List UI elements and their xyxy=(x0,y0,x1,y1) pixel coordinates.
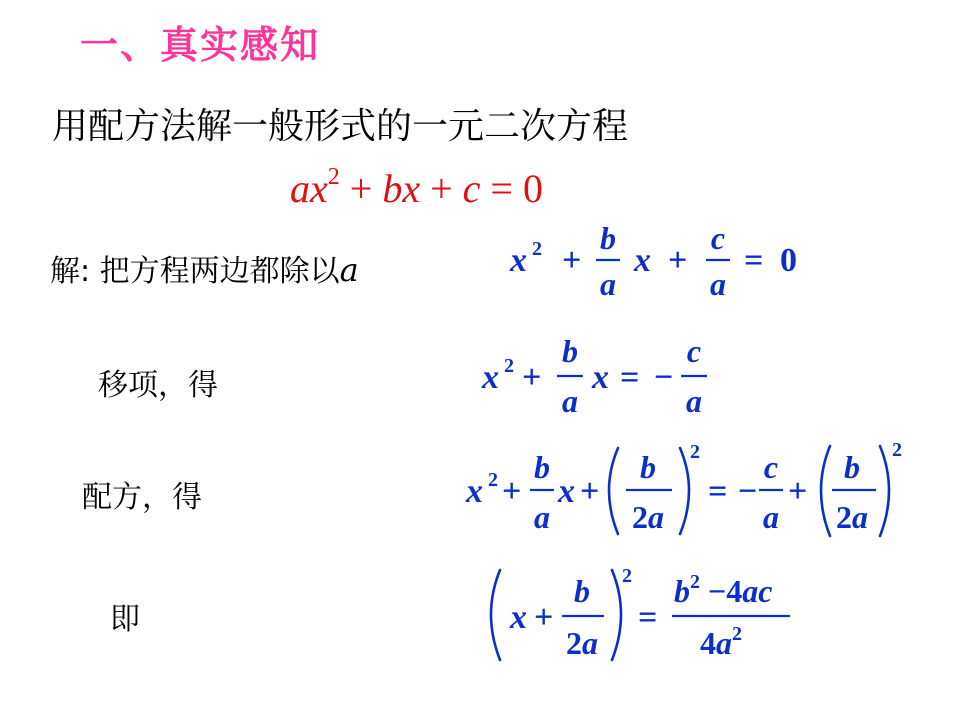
svg-text:a: a xyxy=(600,266,616,302)
svg-text:2: 2 xyxy=(690,441,700,463)
svg-text:2: 2 xyxy=(622,565,632,587)
svg-text:4a2: $4a^2$ xyxy=(700,623,742,661)
svg-text:2a: 2a xyxy=(836,499,868,535)
svg-text:=: = xyxy=(708,473,728,510)
svg-text:+: + xyxy=(522,359,542,396)
step-move-label: 移项，得 xyxy=(98,368,218,403)
svg-text:2a: 2a xyxy=(632,499,664,535)
step-result-label: 即 xyxy=(110,602,140,637)
svg-text:+: + xyxy=(580,473,600,510)
svg-text:+: + xyxy=(668,242,688,279)
svg-text:c: c xyxy=(710,220,726,256)
slide-heading: 一、真实感知 xyxy=(80,23,321,67)
step-complete-label: 配方，得 xyxy=(82,480,202,515)
svg-text:2a: 2a xyxy=(566,625,598,661)
svg-text:b: b xyxy=(534,449,550,485)
svg-text:b: b xyxy=(600,220,616,256)
svg-text:a: a xyxy=(710,266,726,302)
svg-text:c: c xyxy=(763,449,779,485)
svg-text:2: 2 xyxy=(488,469,498,491)
svg-text:ax2 + bx + c = 0: $ax^2$ + bx + c = 0 xyxy=(290,164,543,211)
equation-result xyxy=(484,560,804,670)
svg-text:a: a xyxy=(686,383,702,419)
svg-text:0: 0 xyxy=(780,242,797,279)
svg-text:b: b xyxy=(562,333,578,369)
svg-text:x: x xyxy=(510,242,527,279)
main-equation xyxy=(290,160,610,220)
svg-text:b: b xyxy=(844,449,860,485)
equation-divide xyxy=(508,215,828,305)
svg-text:a: a xyxy=(534,499,550,535)
svg-text:=: = xyxy=(638,599,658,636)
step-divide-variable: a xyxy=(339,251,359,289)
svg-text:+: + xyxy=(534,599,554,636)
svg-text:a: a xyxy=(562,383,578,419)
svg-text:+: + xyxy=(788,473,808,510)
svg-text:2: 2 xyxy=(504,355,514,377)
svg-text:c: c xyxy=(686,333,702,369)
svg-text:b: b xyxy=(640,449,656,485)
svg-text:b2 −4ac: $b^2 -4ac$ xyxy=(674,571,773,609)
step-divide-label xyxy=(50,246,359,290)
svg-text:x: x xyxy=(482,359,499,396)
svg-text:x: x xyxy=(510,599,527,636)
svg-text:a: a xyxy=(763,499,779,535)
svg-text:=: = xyxy=(744,242,764,279)
svg-text:−: − xyxy=(654,359,674,396)
svg-text:2: 2 xyxy=(892,439,902,461)
svg-text:x: x xyxy=(634,242,651,279)
svg-text:+: + xyxy=(502,473,522,510)
svg-text:b: b xyxy=(574,573,590,609)
svg-text:+: + xyxy=(562,242,582,279)
svg-text:x: x xyxy=(592,359,609,396)
svg-text:x: x xyxy=(558,473,575,510)
step-divide-text: 解: 把方程两边都除以 xyxy=(50,254,340,289)
equation-move xyxy=(478,330,738,425)
equation-complete-square xyxy=(462,436,912,546)
svg-text:−: − xyxy=(738,473,758,510)
svg-text:=: = xyxy=(620,359,640,396)
intro-text: 用配方法解一般形式的一元二次方程 xyxy=(52,106,629,147)
svg-text:x: x xyxy=(466,473,483,510)
svg-text:2: 2 xyxy=(532,238,542,260)
